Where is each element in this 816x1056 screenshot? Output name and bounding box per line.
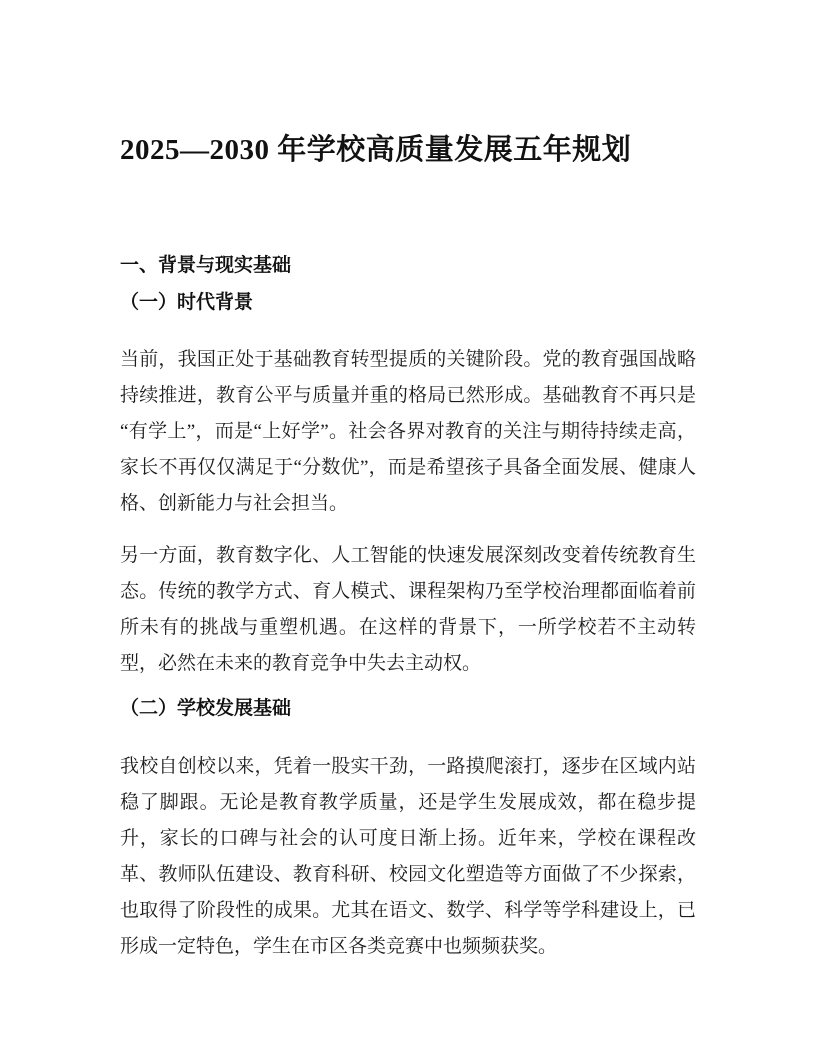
subsection-heading-era-background: （一）时代背景 bbox=[120, 291, 254, 313]
paragraph-school-foundation-1: 我校自创校以来，凭着一股实干劲，一路摸爬滚打，逐步在区域内站稳了脚跟。无论是教育教学质量，还是学生发展成效，都在稳步提升，家长的口碑与社会的认可度日渐上扬。近年来，学校在课程改革、教师队伍建设、教育科研、校园文化塑造等方面做了不少探索，也取得了阶段性的成果。尤其在语文、数学、科学等学科建设上，已形成一定特色，学生在市区各类竞赛中也频频获奖。 bbox=[120, 756, 696, 958]
document-title: 2025—2030 年学校高质量发展五年规划 bbox=[120, 134, 632, 166]
paragraph-era-background-1: 当前，我国正处于基础教育转型提质的关键阶段。党的教育强国战略持续推进，教育公平与质量并重的格局已然形成。基础教育不再只是“有学上”，而是“上好学”。社会各界对教育的关注与期待持续走高，家长不再仅仅满足于“分数优”，而是希望孩子具备全面发展、健康人格、创新能力与社会担当。 bbox=[120, 349, 696, 515]
section-heading-background: 一、背景与现实基础 bbox=[120, 254, 292, 276]
paragraph-era-background-2: 另一方面，教育数字化、人工智能的快速发展深刻改变着传统教育生态。传统的教学方式、育人模式、课程架构乃至学校治理都面临着前所未有的挑战与重塑机遇。在这样的背景下，一所学校若不主动转型，必然在未来的教育竞争中失去主动权。 bbox=[120, 545, 696, 675]
subsection-heading-school-foundation: （二）学校发展基础 bbox=[120, 698, 292, 720]
